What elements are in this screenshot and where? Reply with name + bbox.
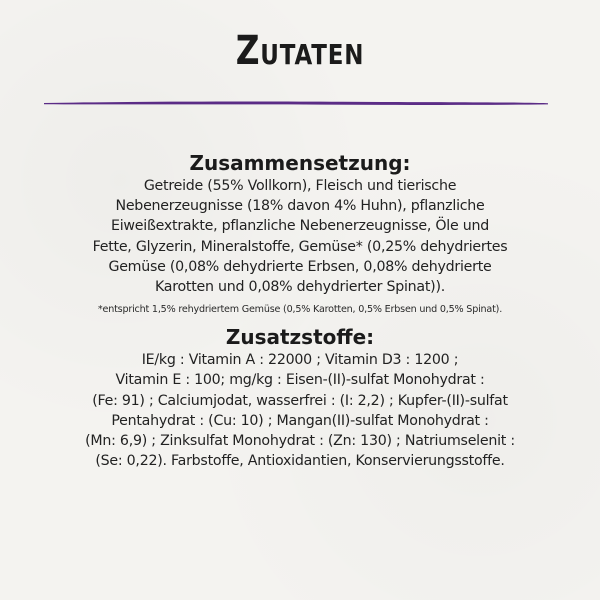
- composition-heading: Zusammensetzung:: [189, 151, 411, 175]
- composition-text: [40, 176, 560, 297]
- composition-line: Gemüse (0,08% dehydrierte Erbsen, 0,08% dehydrierte: [108, 258, 492, 275]
- composition-line: Fette, Glyzerin, Mineralstoffe, Gemüse* (0,25% dehydriertes: [92, 238, 508, 255]
- additives-text: [40, 350, 560, 471]
- composition-line: Nebenerzeugnisse (18% davon 4% Huhn), pflanzliche: [115, 198, 485, 215]
- composition-line: Karotten und 0,08% dehydrierter Spinat)).: [154, 279, 445, 296]
- additives-heading: Zusatzstoffe:: [225, 325, 375, 350]
- additives-line: (Se: 0,22). Farbstoffe, Antioxidantien, Konservierungsstoffe.: [95, 453, 505, 470]
- composition-line: Eiweißextrakte, pflanzliche Nebenerzeugnisse, Öle und: [111, 218, 489, 235]
- title-divider: [42, 98, 550, 108]
- ingredients-panel: [40, 150, 560, 471]
- composition-line: Getreide (55% Vollkorn), Fleisch und tierische: [143, 178, 457, 194]
- composition-footnote: *entspricht 1,5% rehydriertem Gemüse (0,5% Karotten, 0,5% Erbsen und 0,5% Spinat).: [97, 304, 503, 316]
- additives-line: Vitamin E : 100; mg/kg : Eisen-(II)-sulfat Monohydrat :: [115, 372, 485, 389]
- page-title: Zutaten: [235, 28, 365, 74]
- additives-line: Pentahydrat : (Cu: 10) ; Mangan(II)-sulfat Monohydrat :: [111, 412, 489, 429]
- additives-line: (Fe: 91) ; Calciumjodat, wasserfrei : (I: 2,2) ; Kupfer-(II)-sulfat: [92, 392, 508, 409]
- additives-line: (Mn: 6,9) ; Zinksulfat Monohydrat : (Zn: 130) ; Natriumselenit :: [85, 433, 515, 450]
- additives-line: IE/kg : Vitamin A : 22000 ; Vitamin D3 : 1200 ;: [141, 352, 459, 369]
